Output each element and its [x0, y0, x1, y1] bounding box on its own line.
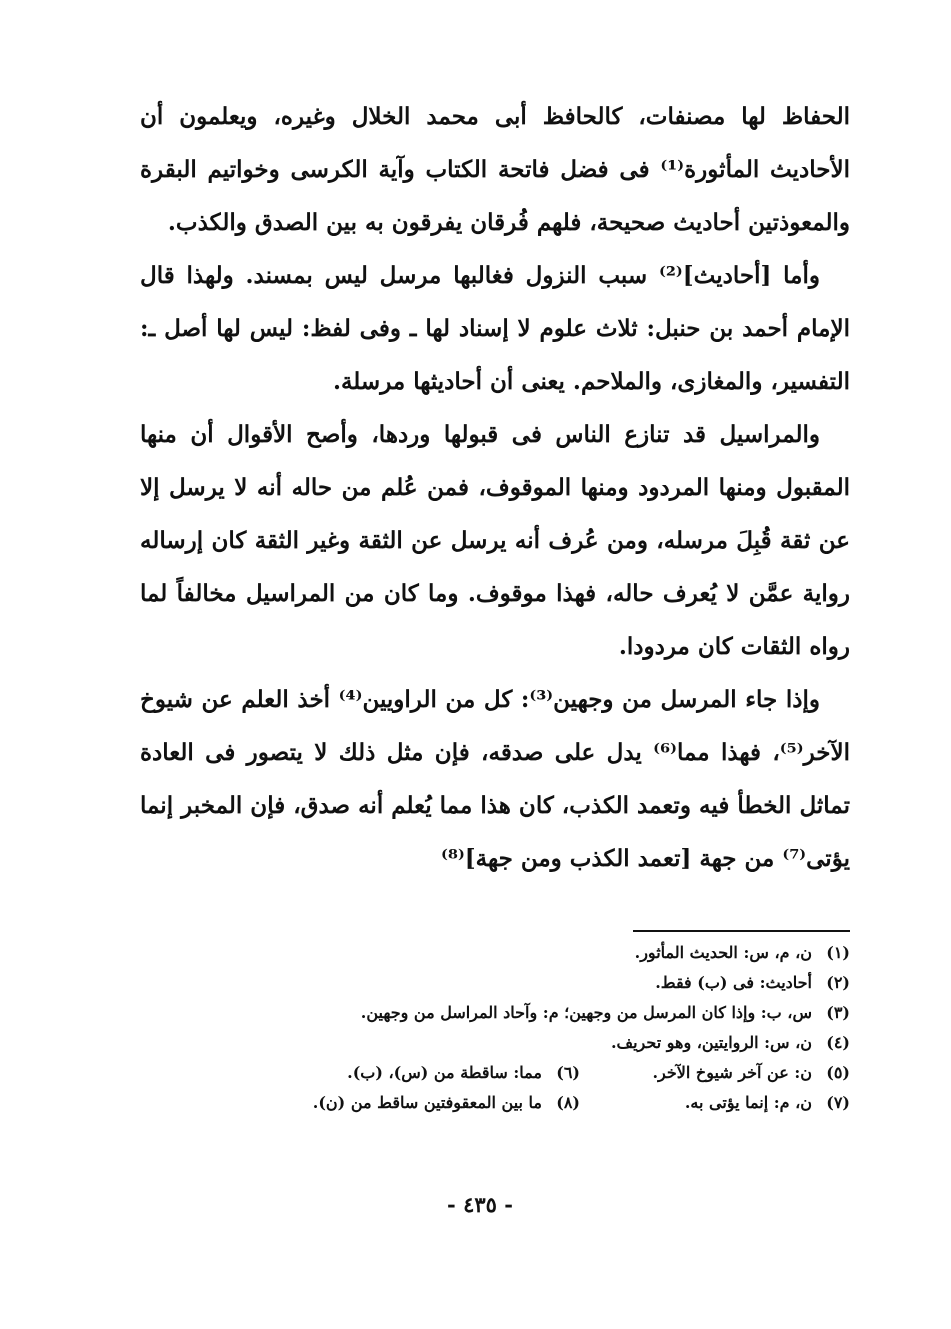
footnote-4	[611, 1028, 850, 1058]
footnote-text: ن: عن آخر شيوخ الآخر.	[652, 1063, 812, 1082]
footnote-number: (٢)	[826, 973, 850, 992]
footnote-text: أحاديث: فى (ب) فقط.	[655, 973, 812, 992]
footnote-row	[140, 1088, 850, 1118]
footnote-5	[580, 1058, 850, 1088]
footnote-number: (٣)	[826, 1003, 850, 1022]
footnote-text: ن، س: الروايتين، وهو تحريف.	[610, 1033, 812, 1052]
footnote-number: (٦)	[556, 1063, 580, 1082]
paragraph-2: وأما [أحاديث]⁽²⁾ سبب النزول فغالبها مرسل ليس بمسند. ولهذا قال الإمام أحمد بن حنبل: ثلاث علوم لا إسناد لها ـ وفى لفظ: ليس لها أصل ـ: التفسير، والمغازى، والملاحم. يعنى أن أحاديثها مرسلة.	[140, 262, 850, 395]
footnote-number: (٥)	[826, 1063, 850, 1082]
footnote-row	[140, 998, 850, 1028]
footnote-8	[313, 1088, 580, 1118]
footnote-separator	[633, 930, 850, 932]
footnote-text: س، ب: وإذا كان المرسل من وجهين؛ م: وآحاد المراسل من وجهين.	[360, 1003, 812, 1022]
footnote-3	[361, 998, 850, 1028]
footnote-number: (٧)	[826, 1093, 850, 1112]
footnote-row	[140, 1058, 850, 1088]
main-text	[140, 90, 850, 885]
footnote-row	[140, 938, 850, 968]
paragraph-4: وإذا جاء المرسل من وجهين⁽³⁾: كل من الراويين⁽⁴⁾ أخذ العلم عن شيوخ الآخر⁽⁵⁾، فهذا مما⁽⁶⁾ يدل على صدقه، فإن مثل ذلك لا يتصور فى العادة تماثل الخطأ فيه وتعمد الكذب، كان هذا مما يُعلم أنه صدق، فإن المخبر إنما يؤتى⁽⁷⁾ من جهة [تعمد الكذب ومن جهة]⁽⁸⁾	[140, 686, 850, 872]
footnote-text: ما بين المعقوفتين ساقط من (ن).	[312, 1093, 542, 1112]
paragraph-3: والمراسيل قد تنازع الناس فى قبولها وردها، وأصح الأقوال أن منها المقبول ومنها المردود ومنها الموقوف، فمن عُلم من حاله أنه لا يرسل إلا عن ثقة قُبِلَ مرسله، ومن عُرف أنه يرسل عن الثقة وغير الثقة كان إرساله رواية عمَّن لا يُعرف حاله، فهذا موقوف. وما كان من المراسيل مخالفاً لما رواه الثقات كان مردودا.	[140, 421, 850, 660]
footnote-text: مما: ساقطة من (س)، (ب).	[347, 1063, 542, 1082]
page-number: - ٤٣٥ -	[447, 1192, 513, 1217]
footnote-number: (٨)	[556, 1093, 580, 1112]
paragraph-1: الحفاظ لها مصنفات، كالحافظ أبى محمد الخلال وغيره، ويعلمون أن الأحاديث المأثورة⁽¹⁾ فى فضل فاتحة الكتاب وآية الكرسى وخواتيم البقرة والمعوذتين أحاديث صحيحة، فلهم فُرقان يفرقون به بين الصدق والكذب.	[140, 103, 851, 236]
footnote-text: ن، م، س: الحديث المأثور.	[634, 943, 812, 962]
footnote-1	[635, 938, 850, 968]
footnote-row	[140, 968, 850, 998]
footnote-2	[655, 968, 850, 998]
footnote-number: (٤)	[826, 1033, 850, 1052]
footnote-text: ن، م: إنما يؤتى به.	[684, 1093, 812, 1112]
footnote-7	[580, 1088, 850, 1118]
footnote-number: (١)	[826, 943, 850, 962]
footnote-row	[140, 1028, 850, 1058]
footnote-6	[347, 1058, 580, 1088]
footnotes	[140, 938, 850, 1118]
